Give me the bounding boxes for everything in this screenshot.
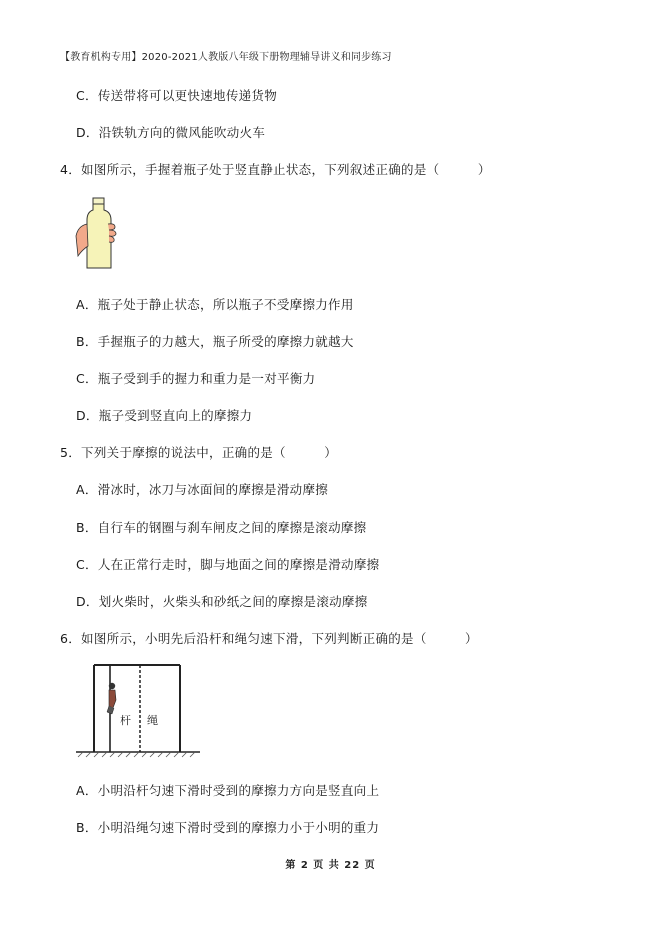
q5-stem: 5．下列关于摩擦的说法中，正确的是（ ） xyxy=(60,445,338,460)
q6-option-b: B．小明沿绳匀速下滑时受到的摩擦力小于小明的重力 xyxy=(76,820,380,835)
bottle-in-hand-figure xyxy=(74,196,120,272)
hand-palm xyxy=(76,224,88,256)
pole-and-rope-figure xyxy=(76,662,202,758)
q4-stem: 4．如图所示，手握着瓶子处于竖直静止状态，下列叙述正确的是（ ） xyxy=(60,162,491,177)
q4-option-c: C．瓶子受到手的握力和重力是一对平衡力 xyxy=(76,371,316,386)
hand-finger-1 xyxy=(108,224,115,230)
hand-finger-2 xyxy=(109,230,116,236)
page-footer: 第 2 页 共 22 页 xyxy=(285,860,376,871)
bottle-body xyxy=(87,204,111,268)
q5-option-c: C．人在正常行走时，脚与地面之间的摩擦是滑动摩擦 xyxy=(76,557,380,572)
q5-option-b: B．自行车的钢圈与刹车闸皮之间的摩擦是滚动摩擦 xyxy=(76,520,367,535)
q4-option-d: D．瓶子受到竖直向上的摩擦力 xyxy=(76,408,253,423)
q3-option-d: D．沿铁轨方向的微风能吹动火车 xyxy=(76,125,266,140)
hand-finger-3 xyxy=(109,236,114,242)
bottle-cap xyxy=(93,198,104,204)
q5-option-d: D．划火柴时，火柴头和砂纸之间的摩擦是滚动摩擦 xyxy=(76,594,368,609)
pole-label: 杆 xyxy=(120,714,131,727)
q5-option-a: A．滑冰时，冰刀与冰面间的摩擦是滑动摩擦 xyxy=(76,482,329,497)
page-header: 【教育机构专用】2020-2021人教版八年级下册物理辅导讲义和同步练习 xyxy=(60,52,392,63)
q6-option-a: A．小明沿杆匀速下滑时受到的摩擦力方向是竖直向上 xyxy=(76,783,380,798)
q3-option-c: C．传送带将可以更快速地传递货物 xyxy=(76,88,278,103)
person-figure xyxy=(107,683,116,714)
q4-option-b: B．手握瓶子的力越大，瓶子所受的摩擦力就越大 xyxy=(76,334,354,349)
rope-label: 绳 xyxy=(147,714,158,727)
q6-stem: 6．如图所示，小明先后沿杆和绳匀速下滑，下列判断正确的是（ ） xyxy=(60,631,478,646)
q4-option-a: A．瓶子处于静止状态，所以瓶子不受摩擦力作用 xyxy=(76,297,354,312)
